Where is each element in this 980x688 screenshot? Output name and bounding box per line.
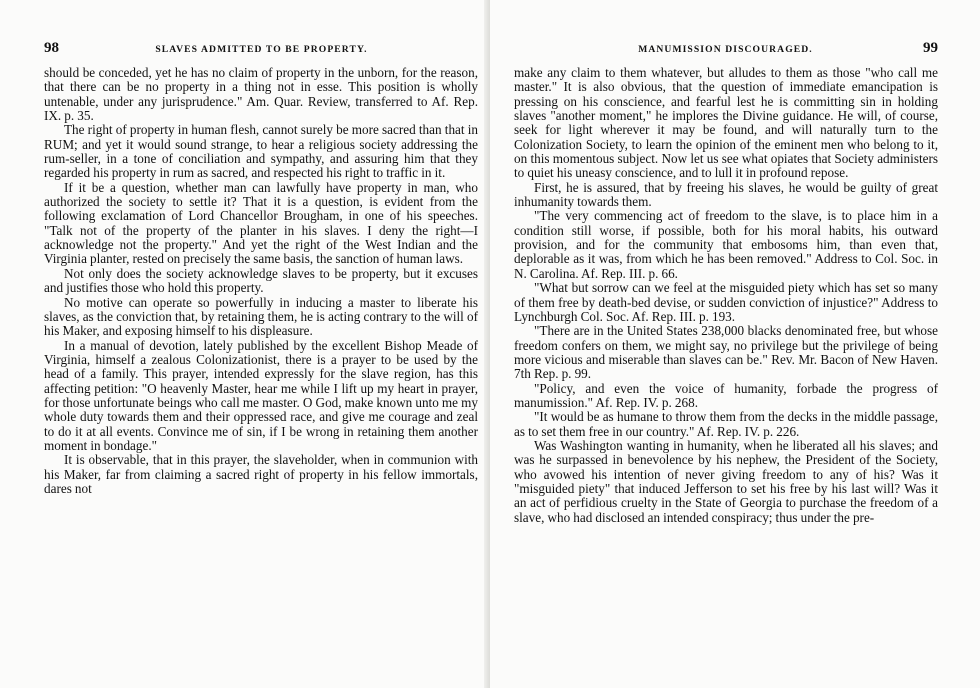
right-page-header: [514, 40, 938, 66]
page-number: 99: [923, 40, 938, 56]
paragraph: No motive can operate so powerfully in inducing a master to liberate his slaves, as the conviction that, by retaining them, he is acting contrary to the will of his Maker, and exposing himself to his displeasure.: [44, 294, 478, 339]
paragraph: "The very commencing act of freedom to the slave, is to place him in a condition still worse, if possible, both for his moral habits, his outward provision, and for the community that embosoms him, than even that, deplorable as it was, from which he has been removed." Address to Col. Soc. in N. Carolina. Af. Rep. III. p. 66.: [514, 208, 938, 281]
paragraph: Not only does the society acknowledge slaves to be property, but it excuses and justifies those who hold this property.: [44, 265, 478, 296]
paragraph: make any claim to them whatever, but alludes to them as those "who call me master." It is also obvious, that the question of immediate emancipation is pressing on his conscience, and fearful lest he is committing sin in holding slaves "another moment," he implores the Divine guidance. He will, of course, seek for light wherever it may be found, and will naturally turn to the Colonization Society, to learn the opinion of the eminent men who belong to it, on this momentous subject. Now let us see what opiates that Society administers to quiet his uneasy conscience, and to lull it in profound repose.: [514, 65, 938, 181]
paragraph: "What but sorrow can we feel at the misguided piety which has set so many of them free by death-bed devise, or sudden conviction of injustice?" Address to Lynchburgh Col. Soc. Af. Rep. III. p. 193.: [514, 280, 938, 324]
page-number: 98: [44, 40, 59, 56]
paragraph: should be conceded, yet he has no claim of property in the unborn, for the reason, that there can be no property in a thing not in esse. This position is wholly untenable, under any jurisprudence." Am. Quar. Review, transferred to Af. Rep. IX. p. 35.: [44, 65, 478, 124]
paragraph: In a manual of devotion, lately published by the excellent Bishop Meade of Virginia, himself a zealous Colonizationist, there is a prayer to be used by the head of a family. This prayer, intended expressly for the slave region, has this affecting petition: "O heavenly Master, hear me while I lift up my heart in prayer, for those unfortunate beings who call me master. O God, make known unto me my whole duty towards them and their oppressed race, and give me courage and zeal to do it at all events. Convince me of sin, if I be wrong in retaining them another moment in bondage.": [44, 337, 478, 453]
paragraph: If it be a question, whether man can lawfully have property in man, who authorized the society to settle it? That it is a question, is evident from the following exclamation of Lord Chancellor Brougham, in one of his speeches. "Talk not of the property of the planter in his slaves. I deny the right—I acknowledge not the property." And yet the right of the West Indian and the Virginia planter, rested on precisely the same basis, the sanction of human laws.: [44, 179, 478, 267]
paragraph: It is observable, that in this prayer, the slaveholder, when in communion with his Maker, far from claiming a sacred right of property in his fellow immortals, dares not: [44, 452, 478, 496]
paragraph: The right of property in human flesh, cannot surely be more sacred than that in RUM; and yet it would sound strange, to hear a religious society addressing the rum-seller, in a tone of conciliation and sympathy, and assuring him that they regarded his property in rum as sacred, and respected his right to traffic in it.: [44, 122, 478, 181]
left-body-text: [44, 66, 478, 496]
paragraph: Was Washington wanting in humanity, when he liberated all his slaves; and was he surpassed in benevolence by his nephew, the President of the Society, who avowed his intention of never giving freedom to any of his? Was it "misguided piety" that induced Jefferson to set his free by his last will? Was it an act of perfidious cruelty in the State of Georgia to purchase the freedom of a slave, who had disclosed an intended conspiracy; thus under the pre-: [514, 437, 938, 525]
running-head: SLAVES ADMITTED TO BE PROPERTY.: [155, 44, 368, 55]
paragraph: "Policy, and even the voice of humanity, forbade the progress of manumission." Af. Rep. IV. p. 268.: [514, 380, 938, 410]
right-body-text: [514, 66, 938, 525]
paragraph: "There are in the United States 238,000 blacks denominated free, but whose freedom confers on them, we might say, no privilege but the privilege of being more vicious and miserable than slaves can be." Rev. Mr. Bacon of New Haven. 7th Rep. p. 99.: [514, 323, 938, 382]
paragraph: "It would be as humane to throw them from the decks in the middle passage, as to set them free in our country." Af. Rep. IV. p. 226.: [514, 409, 938, 439]
running-head: MANUMISSION DISCOURAGED.: [638, 44, 813, 55]
left-page-header: [44, 40, 478, 66]
right-page: [490, 0, 980, 688]
paragraph: First, he is assured, that by freeing his slaves, he would be guilty of great inhumanity towards them.: [514, 179, 938, 210]
